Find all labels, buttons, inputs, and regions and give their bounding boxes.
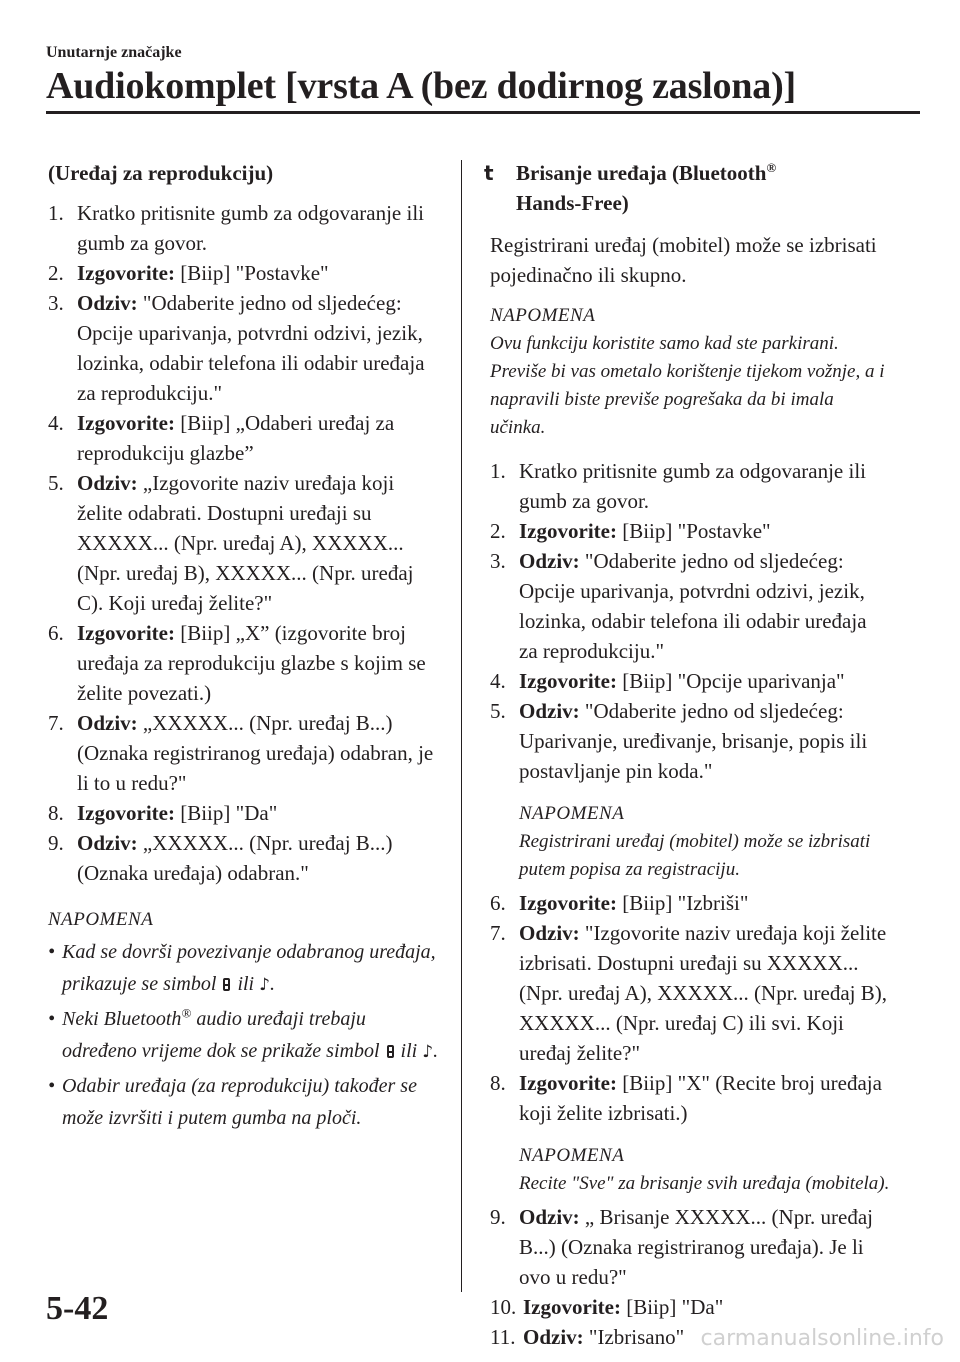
bullet-text-mid: ili: [232, 973, 260, 995]
step-number: 6.: [490, 891, 506, 915]
step-number: 8.: [48, 801, 64, 825]
step-label: Odziv:: [77, 291, 138, 315]
step-text: [Biip] „X” (izgovorite broj uređaja za reprodukciju glazbe s kojim se želite povezati.): [77, 621, 426, 705]
step-text: „XXXXX... (Npr. uređaj B...) (Oznaka uređaja) odabran.": [77, 831, 393, 885]
intro-paragraph: Registrirani uređaj (mobitel) može se izbrisati pojedinačno ili skupno.: [490, 233, 877, 287]
step-item: [490, 666, 890, 696]
step-item: [490, 456, 890, 516]
page-number: 5-42: [46, 1290, 109, 1327]
step-item: [490, 918, 890, 1068]
step-number: 9.: [490, 1205, 506, 1229]
step-label: Odziv:: [77, 831, 138, 855]
step-item: [490, 696, 890, 786]
step-number: 11.: [490, 1325, 516, 1349]
note-label: NAPOMENA: [48, 909, 154, 930]
header-section-label: Unutarnje značajke: [46, 44, 182, 61]
note-text: Recite "Sve" za brisanje svih uređaja (mobitela).: [519, 1173, 890, 1194]
note-bullet: [48, 1003, 444, 1068]
bullet-text-end: .: [433, 1040, 439, 1062]
step-label: Odziv:: [519, 699, 580, 723]
step-number: 2.: [490, 519, 506, 543]
left-column: [48, 158, 444, 1134]
step-text: Kratko pritisnite gumb za odgovaranje ili gumb za govor.: [519, 459, 866, 513]
section-marker: t: [484, 161, 494, 185]
step-number: 5.: [48, 471, 64, 495]
step-number: 8.: [490, 1071, 506, 1095]
step-item: [490, 1068, 890, 1128]
section-title: Brisanje uređaja (Bluetooth: [516, 161, 767, 185]
step-number: 9.: [48, 831, 64, 855]
note-text: Ovu funkciju koristite samo kad ste parkirani. Previše bi vas ometalo korištenje tijekom vožnje, a i napravili biste previše pogrešaka da bi imala učinka.: [490, 333, 885, 438]
step-number: 7.: [490, 921, 506, 945]
music-note-icon: ♪: [422, 1042, 434, 1062]
step-number: 1.: [490, 459, 506, 483]
note-text: Registrirani uređaj (mobitel) može se izbrisati putem popisa za registraciju.: [519, 831, 871, 880]
step-text: [Biip] "Opcije uparivanja": [616, 669, 845, 693]
step-item: [490, 888, 890, 918]
step-text: "Odaberite jedno od sljedećeg: Opcije uparivanja, potvrdni odzivi, jezik, lozinka, odabir telefona ili odabir uređaja za reprodukciju.": [77, 291, 425, 405]
note-label: NAPOMENA: [519, 1145, 625, 1166]
step-label: Izgovorite:: [77, 801, 175, 825]
step-text: [Biip] "Da": [174, 801, 278, 825]
bullet-text-pre: Neki Bluetooth: [62, 1008, 182, 1030]
step-text: "Izgovorite naziv uređaja koji želite izbrisati. Dostupni uređaji su XXXXX... (Npr. uređaj A), XXXXX... (Npr. uređaj B), XXXXX... (Npr. uređaj C) ili svi. Koji uređaj želite?": [519, 921, 888, 1065]
registered-mark: ®: [766, 160, 777, 175]
phone-device-icon: [387, 1045, 394, 1058]
note-bullet: [48, 1070, 444, 1134]
step-label: Odziv:: [77, 471, 138, 495]
step-text: "Odaberite jedno od sljedećeg: Uparivanje, uređivanje, brisanje, popis ili postavljanje pin koda.": [519, 699, 868, 783]
note-label: NAPOMENA: [519, 803, 625, 824]
page-title: Audiokomplet [vrsta A (bez dodirnog zaslona)]: [46, 65, 796, 107]
step-text: [Biip] "Postavke": [616, 519, 771, 543]
step-label: Izgovorite:: [519, 1071, 617, 1095]
step-label: Izgovorite:: [77, 261, 175, 285]
column-divider: [461, 160, 462, 1292]
step-item: [48, 198, 444, 258]
step-item: [490, 546, 890, 666]
step-item: [48, 618, 444, 708]
step-number: 4.: [490, 669, 506, 693]
step-text: "Izbrisano": [583, 1325, 685, 1349]
bullet-dot: •: [48, 1008, 56, 1030]
step-label: Odziv:: [519, 549, 580, 573]
step-number: 10.: [490, 1295, 517, 1319]
right-steps-list-b: [490, 888, 890, 1128]
step-number: 4.: [48, 411, 64, 435]
step-item: [48, 798, 444, 828]
step-label: Izgovorite:: [519, 669, 617, 693]
section-title-line2: Hands-Free): [516, 191, 629, 215]
bullet-text-mid: ili: [395, 1040, 423, 1062]
registered-mark: ®: [181, 1005, 192, 1021]
step-text: „ Brisanje XXXXX... (Npr. uređaj B...) (Oznaka registriranog uređaja). Je li ovo u redu?": [519, 1205, 874, 1289]
step-text: "Odaberite jedno od sljedećeg: Opcije uparivanja, potvrdni odzivi, jezik, lozinka, odabir telefona ili odabir uređaja za reprodukciju.": [519, 549, 867, 663]
step-label: Odziv:: [523, 1325, 584, 1349]
step-item: [490, 516, 890, 546]
watermark: carmanualsonline.info: [700, 1326, 944, 1351]
bullet-dot: •: [48, 1075, 56, 1097]
bullet-text-end: .: [269, 973, 275, 995]
step-text: [Biip] "Da": [620, 1295, 724, 1319]
header-rule: [46, 111, 920, 114]
step-item: [48, 468, 444, 618]
step-label: Izgovorite:: [77, 411, 175, 435]
step-text: [Biip] "Postavke": [174, 261, 329, 285]
delete-device-heading: [484, 158, 890, 218]
note-block: [519, 1142, 890, 1198]
bullet-text: Kad se dovrši povezivanje odabranog uređaja, prikazuje se simbol: [62, 941, 436, 995]
bullet-text: audio uređaji trebaju određeno vrijeme dok se prikaže simbol: [62, 1008, 385, 1062]
step-label: Odziv:: [519, 1205, 580, 1229]
step-item: [48, 828, 444, 888]
note-label: NAPOMENA: [490, 305, 596, 326]
step-item: [48, 708, 444, 798]
phone-device-icon: [223, 978, 230, 991]
left-steps-list: [48, 198, 444, 888]
step-text: [Biip] „Odaberi uređaj za reprodukciju glazbe”: [77, 411, 395, 465]
right-steps-list-a: [490, 456, 890, 786]
step-label: Izgovorite:: [519, 891, 617, 915]
music-note-icon: ♪: [259, 975, 270, 995]
step-number: 3.: [48, 291, 64, 315]
step-item: [490, 1292, 890, 1322]
step-number: 2.: [48, 261, 64, 285]
step-label: Izgovorite:: [77, 621, 175, 645]
step-item: [48, 258, 444, 288]
step-item: [490, 1202, 890, 1292]
step-label: Odziv:: [519, 921, 580, 945]
bullet-text: Odabir uređaja (za reprodukciju) također se može izvršiti i putem gumba na ploči.: [62, 1075, 417, 1129]
step-text: [Biip] "X" (Recite broj uređaja koji želite izbrisati.): [519, 1071, 882, 1125]
note-block: [519, 800, 890, 884]
bullet-dot: •: [48, 941, 56, 963]
step-item: [48, 288, 444, 408]
right-column: [484, 158, 890, 1352]
step-number: 7.: [48, 711, 64, 735]
step-item: [48, 408, 444, 468]
step-text: Kratko pritisnite gumb za odgovaranje ili gumb za govor.: [77, 201, 424, 255]
note-bullet: [48, 936, 444, 1001]
step-number: 3.: [490, 549, 506, 573]
step-text: „Izgovorite naziv uređaja koji želite odabrati. Dostupni uređaji su XXXXX... (Npr. uređaj A), XXXXX... (Npr. uređaj B), XXXXX... (Npr. uređaj C). Koji uređaj želite?": [77, 471, 414, 615]
step-text: [Biip] "Izbriši": [616, 891, 749, 915]
step-label: Odziv:: [77, 711, 138, 735]
step-number: 5.: [490, 699, 506, 723]
step-label: Izgovorite:: [519, 519, 617, 543]
step-label: Izgovorite:: [523, 1295, 621, 1319]
step-number: 6.: [48, 621, 64, 645]
playback-device-subheading: (Uređaj za reprodukciju): [48, 161, 274, 185]
step-text: „XXXXX... (Npr. uređaj B...) (Oznaka registriranog uređaja) odabran, je li to u redu?": [77, 711, 434, 795]
step-number: 1.: [48, 201, 64, 225]
